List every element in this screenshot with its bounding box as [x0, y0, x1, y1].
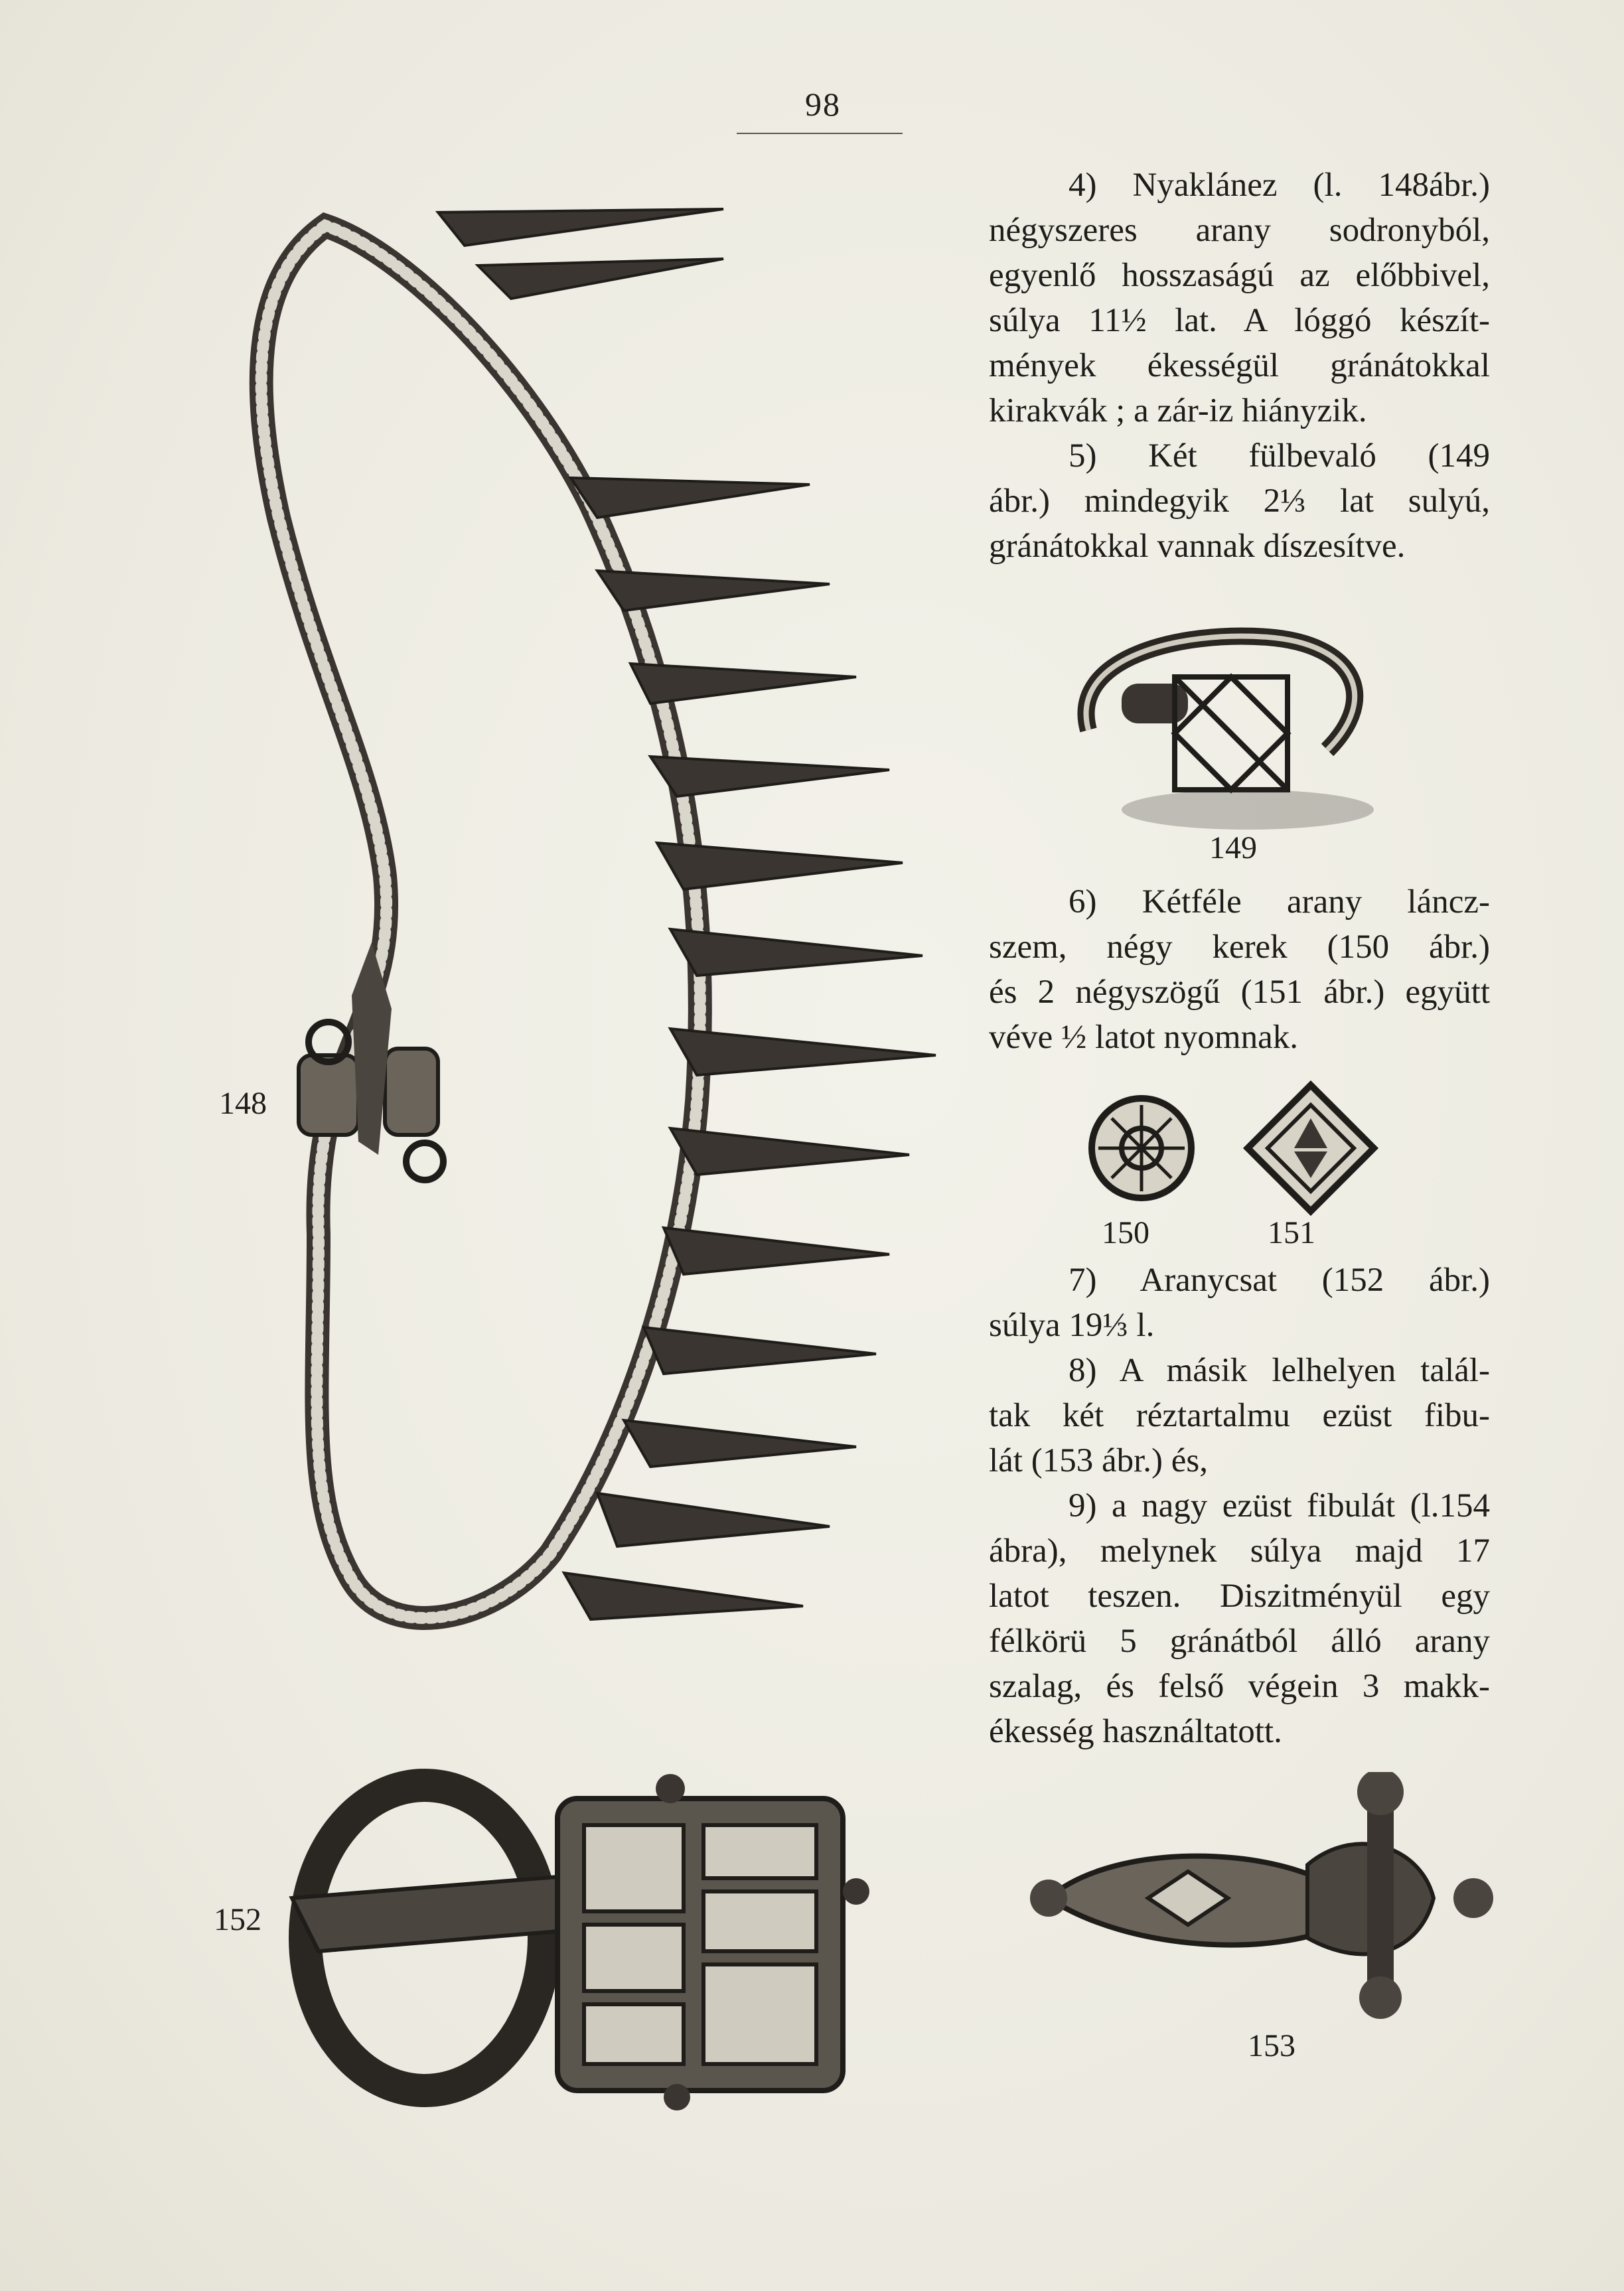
text-line: 4) Nyaklánez (l. 148ábr.) [1069, 167, 1490, 204]
figure-label-152: 152 [214, 1902, 261, 1937]
figure-label-150: 150 [1102, 1215, 1149, 1250]
figure-label-151: 151 [1268, 1215, 1315, 1250]
figure-label-149: 149 [1209, 830, 1257, 865]
text-line: szalag, és felső végein 3 makk- [989, 1668, 1490, 1705]
text-line: lát (153 ábr.) és, [989, 1442, 1208, 1479]
header-rule [737, 133, 903, 134]
paragraph-4 [989, 163, 1490, 433]
figure-label-153: 153 [1248, 2028, 1295, 2063]
square-chain-link-illustration [1241, 1078, 1380, 1218]
text-line: ábra), melynek súlya majd 17 [989, 1532, 1490, 1570]
text-line: súlya 19⅓ l. [989, 1307, 1155, 1344]
text-line: 7) Aranycsat (152 ábr.) [1069, 1262, 1490, 1299]
text-line: ábr.) mindegyik 2⅓ lat sulyú, [989, 482, 1490, 520]
text-line: félkörü 5 gránátból álló arany [989, 1623, 1490, 1660]
necklace-illustration [219, 173, 989, 1765]
page-number: 98 [805, 86, 841, 123]
earring-illustration [1049, 617, 1394, 836]
figure-label-148: 148 [219, 1086, 267, 1121]
round-chain-link-illustration [1085, 1088, 1198, 1208]
text-line: és 2 négyszögű (151 ábr.) együtt [989, 974, 1490, 1011]
text-line: véve ½ latot nyomnak. [989, 1019, 1298, 1056]
text-line: négyszeres arany sodronyból, [989, 212, 1490, 249]
paragraph-6 [989, 879, 1490, 1060]
text-line: szem, négy kerek (150 ábr.) [989, 928, 1490, 966]
text-line: súlya 11½ lat. A lóggó készít- [989, 302, 1490, 339]
paragraph-8 [989, 1348, 1490, 1483]
text-line: tak két réztartalmu ezüst fibu- [989, 1397, 1490, 1434]
text-line: gránátokkal vannak díszesítve. [989, 528, 1406, 565]
text-line: mények ékességül gránátokkal [989, 347, 1490, 384]
text-line: egyenlő hosszaságú az előbbivel, [989, 257, 1490, 294]
paragraph-5 [989, 433, 1490, 569]
text-line: latot teszen. Diszitményül egy [989, 1578, 1490, 1615]
text-line: 5) Két fülbevaló (149 [1069, 437, 1490, 475]
text-line: ékesség használtatott. [989, 1713, 1282, 1750]
text-line: 8) A másik lelhelyen talál- [1069, 1352, 1490, 1389]
text-line: 9) a nagy ezüst fibulát (l.154 [1069, 1487, 1490, 1524]
fibula-illustration [1022, 1772, 1500, 2024]
paragraph-7 [989, 1258, 1490, 1348]
paragraph-9 [989, 1483, 1490, 1754]
text-line: 6) Kétféle arany láncz- [1069, 883, 1490, 921]
text-line: kirakvák ; a zár-iz hiányzik. [989, 392, 1367, 429]
buckle-illustration [279, 1759, 942, 2130]
